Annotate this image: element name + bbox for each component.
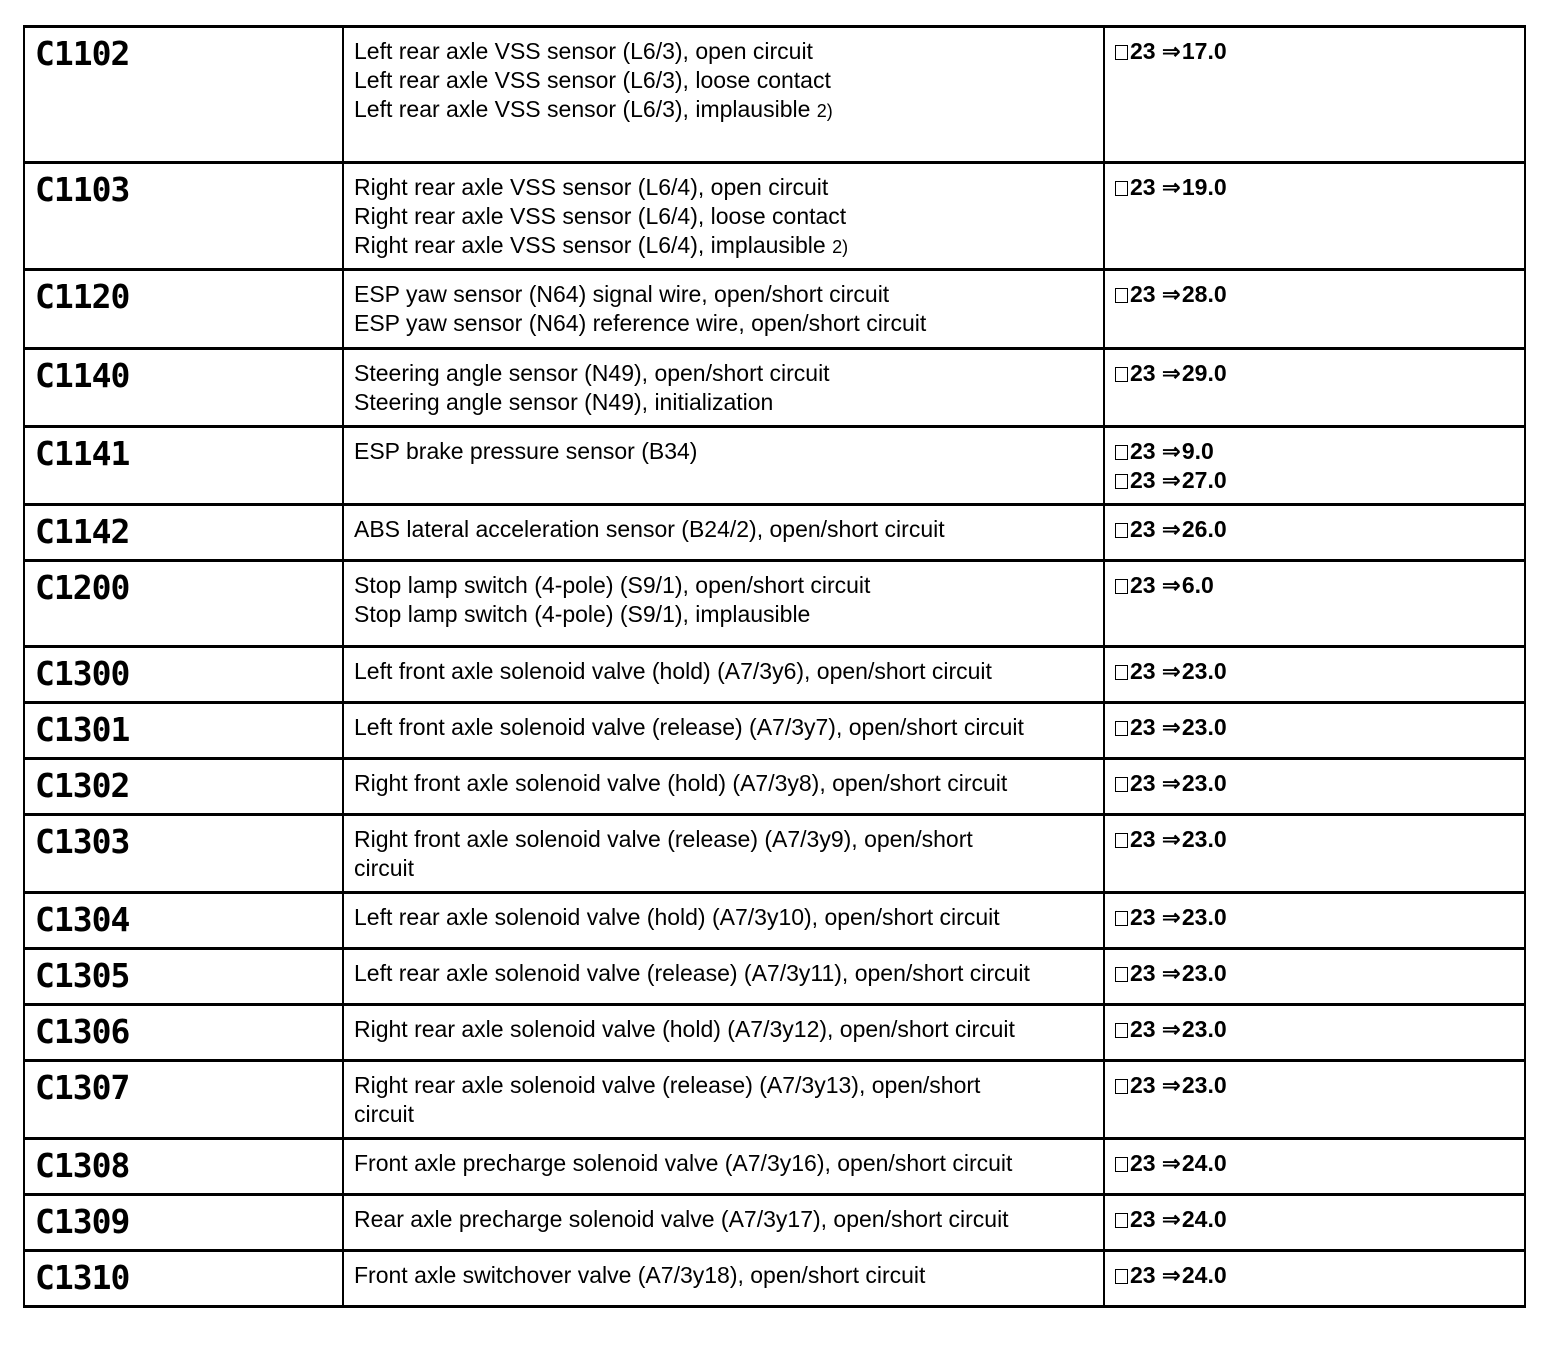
- table-row: [24, 949, 1525, 1005]
- description-line: [354, 657, 1095, 686]
- fault-code-table-body: [24, 27, 1525, 1307]
- description-line: [354, 1261, 1095, 1290]
- reference-number: 23: [1130, 572, 1156, 598]
- right-arrow-icon: ⇒: [1161, 1262, 1181, 1288]
- description-text: Right rear axle solenoid valve (hold) (A7/3y12), open/short circuit: [354, 1016, 1015, 1042]
- fault-description: [343, 647, 1104, 703]
- test-step-reference: [1104, 349, 1525, 427]
- checkbox-square-icon: [1115, 474, 1128, 489]
- checkbox-square-icon: [1115, 367, 1128, 382]
- description-line: [354, 66, 1095, 95]
- fault-description: [343, 703, 1104, 759]
- fault-description: [343, 893, 1104, 949]
- fault-code: C1308: [24, 1139, 343, 1195]
- test-step-reference: [1104, 815, 1525, 893]
- reference-line: [1115, 37, 1516, 66]
- footnote-marker: 2): [816, 101, 833, 121]
- description-line: [354, 1149, 1095, 1178]
- reference-number: 23: [1130, 1072, 1156, 1098]
- reference-number: 23: [1130, 826, 1156, 852]
- right-arrow-icon: ⇒: [1161, 1206, 1181, 1232]
- description-text: ABS lateral acceleration sensor (B24/2), open/short circuit: [354, 516, 945, 542]
- table-row: [24, 893, 1525, 949]
- checkbox-square-icon: [1115, 1023, 1128, 1038]
- fault-description: [343, 270, 1104, 349]
- table-row: [24, 647, 1525, 703]
- description-text: Left rear axle solenoid valve (release) (A7/3y11), open/short circuit: [354, 960, 1030, 986]
- fault-description: [343, 759, 1104, 815]
- fault-code: C1309: [24, 1195, 343, 1251]
- description-line: [354, 388, 1095, 417]
- table-row: [24, 505, 1525, 561]
- checkbox-square-icon: [1115, 967, 1128, 982]
- reference-line: [1115, 515, 1516, 544]
- description-line: [354, 1071, 1095, 1100]
- description-line: [354, 231, 1095, 262]
- fault-description: [343, 1195, 1104, 1251]
- test-step-reference: [1104, 163, 1525, 270]
- fault-description: [343, 27, 1104, 163]
- reference-number: 23: [1130, 770, 1156, 796]
- test-step-reference: [1104, 703, 1525, 759]
- reference-step: 23.0: [1181, 826, 1227, 852]
- reference-line: [1115, 1015, 1516, 1044]
- reference-step: 23.0: [1181, 1016, 1227, 1042]
- checkbox-square-icon: [1115, 1079, 1128, 1094]
- test-step-reference: [1104, 270, 1525, 349]
- description-text: Right rear axle VSS sensor (L6/4), open circuit: [354, 174, 829, 200]
- reference-step: 23.0: [1181, 904, 1227, 930]
- reference-step: 19.0: [1181, 174, 1227, 200]
- test-step-reference: [1104, 1061, 1525, 1139]
- description-line: [354, 713, 1095, 742]
- reference-step: 27.0: [1181, 467, 1227, 493]
- reference-number: 23: [1130, 1206, 1156, 1232]
- description-text: circuit: [354, 855, 415, 881]
- checkbox-square-icon: [1115, 579, 1128, 594]
- right-arrow-icon: ⇒: [1161, 826, 1181, 852]
- fault-code: C1301: [24, 703, 343, 759]
- description-line: [354, 903, 1095, 932]
- fault-code: C1200: [24, 561, 343, 647]
- fault-description: [343, 349, 1104, 427]
- right-arrow-icon: ⇒: [1161, 467, 1181, 493]
- test-step-reference: [1104, 1005, 1525, 1061]
- right-arrow-icon: ⇒: [1161, 714, 1181, 740]
- table-row: [24, 270, 1525, 349]
- description-text: Steering angle sensor (N49), initialization: [354, 389, 774, 415]
- reference-step: 23.0: [1181, 1072, 1227, 1098]
- reference-line: [1115, 280, 1516, 309]
- right-arrow-icon: ⇒: [1161, 1016, 1181, 1042]
- checkbox-square-icon: [1115, 1269, 1128, 1284]
- description-text: Front axle switchover valve (A7/3y18), open/short circuit: [354, 1262, 926, 1288]
- reference-number: 23: [1130, 1262, 1156, 1288]
- reference-number: 23: [1130, 904, 1156, 930]
- right-arrow-icon: ⇒: [1161, 438, 1181, 464]
- fault-code: C1103: [24, 163, 343, 270]
- fault-code: C1305: [24, 949, 343, 1005]
- test-step-reference: [1104, 1139, 1525, 1195]
- table-row: [24, 1251, 1525, 1307]
- checkbox-square-icon: [1115, 1157, 1128, 1172]
- checkbox-square-icon: [1115, 45, 1128, 60]
- fault-description: [343, 505, 1104, 561]
- reference-line: [1115, 173, 1516, 202]
- right-arrow-icon: ⇒: [1161, 516, 1181, 542]
- right-arrow-icon: ⇒: [1161, 770, 1181, 796]
- right-arrow-icon: ⇒: [1161, 904, 1181, 930]
- description-text: ESP yaw sensor (N64) signal wire, open/short circuit: [354, 281, 890, 307]
- right-arrow-icon: ⇒: [1161, 360, 1181, 386]
- description-text: Right front axle solenoid valve (release) (A7/3y9), open/short: [354, 826, 973, 852]
- fault-code: C1302: [24, 759, 343, 815]
- checkbox-square-icon: [1115, 181, 1128, 196]
- description-text: Right front axle solenoid valve (hold) (A7/3y8), open/short circuit: [354, 770, 1008, 796]
- description-line: [354, 37, 1095, 66]
- checkbox-square-icon: [1115, 445, 1128, 460]
- description-line: [354, 359, 1095, 388]
- reference-number: 23: [1130, 38, 1156, 64]
- table-row: [24, 349, 1525, 427]
- test-step-reference: [1104, 27, 1525, 163]
- description-line: [354, 769, 1095, 798]
- right-arrow-icon: ⇒: [1161, 1072, 1181, 1098]
- fault-description: [343, 561, 1104, 647]
- description-text: Left rear axle VSS sensor (L6/3), open circuit: [354, 38, 813, 64]
- description-line: [354, 1205, 1095, 1234]
- reference-line: [1115, 359, 1516, 388]
- table-row: [24, 427, 1525, 505]
- reference-number: 23: [1130, 714, 1156, 740]
- checkbox-square-icon: [1115, 777, 1128, 792]
- test-step-reference: [1104, 1195, 1525, 1251]
- description-line: [354, 95, 1095, 126]
- table-row: [24, 759, 1525, 815]
- fault-code: C1306: [24, 1005, 343, 1061]
- reference-number: 23: [1130, 658, 1156, 684]
- reference-line: [1115, 1205, 1516, 1234]
- reference-line: [1115, 959, 1516, 988]
- test-step-reference: [1104, 949, 1525, 1005]
- reference-line: [1115, 1071, 1516, 1100]
- description-text: Stop lamp switch (4-pole) (S9/1), open/short circuit: [354, 572, 871, 598]
- table-row: [24, 561, 1525, 647]
- right-arrow-icon: ⇒: [1161, 572, 1181, 598]
- description-line: [354, 959, 1095, 988]
- reference-number: 23: [1130, 467, 1156, 493]
- fault-code-table: [23, 25, 1526, 1308]
- reference-number: 23: [1130, 1016, 1156, 1042]
- reference-step: 17.0: [1181, 38, 1227, 64]
- fault-code: C1303: [24, 815, 343, 893]
- description-line: [354, 571, 1095, 600]
- description-text: Left front axle solenoid valve (release) (A7/3y7), open/short circuit: [354, 714, 1024, 740]
- right-arrow-icon: ⇒: [1161, 38, 1181, 64]
- fault-description: [343, 1061, 1104, 1139]
- right-arrow-icon: ⇒: [1161, 174, 1181, 200]
- reference-number: 23: [1130, 174, 1156, 200]
- reference-step: 9.0: [1181, 438, 1214, 464]
- table-row: [24, 703, 1525, 759]
- fault-description: [343, 1251, 1104, 1307]
- fault-code: C1140: [24, 349, 343, 427]
- reference-step: 23.0: [1181, 658, 1227, 684]
- fault-code: C1304: [24, 893, 343, 949]
- table-row: [24, 1061, 1525, 1139]
- reference-step: 29.0: [1181, 360, 1227, 386]
- description-text: Front axle precharge solenoid valve (A7/3y16), open/short circuit: [354, 1150, 1013, 1176]
- reference-step: 6.0: [1181, 572, 1214, 598]
- fault-description: [343, 815, 1104, 893]
- checkbox-square-icon: [1115, 523, 1128, 538]
- test-step-reference: [1104, 561, 1525, 647]
- fault-code: C1120: [24, 270, 343, 349]
- right-arrow-icon: ⇒: [1161, 658, 1181, 684]
- description-line: [354, 173, 1095, 202]
- reference-line: [1115, 903, 1516, 932]
- fault-code: C1300: [24, 647, 343, 703]
- fault-description: [343, 427, 1104, 505]
- description-line: [354, 1100, 1095, 1129]
- description-line: [354, 854, 1095, 883]
- description-text: ESP yaw sensor (N64) reference wire, open/short circuit: [354, 310, 927, 336]
- table-row: [24, 163, 1525, 270]
- reference-line: [1115, 713, 1516, 742]
- table-row: [24, 1139, 1525, 1195]
- fault-description: [343, 949, 1104, 1005]
- table-row: [24, 1005, 1525, 1061]
- reference-step: 24.0: [1181, 1206, 1227, 1232]
- checkbox-square-icon: [1115, 833, 1128, 848]
- checkbox-square-icon: [1115, 721, 1128, 736]
- table-row: [24, 27, 1525, 163]
- description-line: [354, 437, 1095, 466]
- reference-step: 24.0: [1181, 1262, 1227, 1288]
- reference-step: 28.0: [1181, 281, 1227, 307]
- reference-line: [1115, 657, 1516, 686]
- checkbox-square-icon: [1115, 911, 1128, 926]
- description-text: Right rear axle solenoid valve (release) (A7/3y13), open/short: [354, 1072, 981, 1098]
- description-line: [354, 515, 1095, 544]
- description-text: Right rear axle VSS sensor (L6/4), implausible: [354, 232, 826, 258]
- checkbox-square-icon: [1115, 288, 1128, 303]
- right-arrow-icon: ⇒: [1161, 960, 1181, 986]
- description-text: Right rear axle VSS sensor (L6/4), loose contact: [354, 203, 847, 229]
- checkbox-square-icon: [1115, 1213, 1128, 1228]
- right-arrow-icon: ⇒: [1161, 281, 1181, 307]
- reference-line: [1115, 1261, 1516, 1290]
- fault-code: C1310: [24, 1251, 343, 1307]
- right-arrow-icon: ⇒: [1161, 1150, 1181, 1176]
- test-step-reference: [1104, 759, 1525, 815]
- description-text: Stop lamp switch (4-pole) (S9/1), implausible: [354, 601, 811, 627]
- reference-line: [1115, 1149, 1516, 1178]
- fault-code: C1142: [24, 505, 343, 561]
- description-line: [354, 309, 1095, 338]
- test-step-reference: [1104, 893, 1525, 949]
- test-step-reference: [1104, 427, 1525, 505]
- description-line: [354, 600, 1095, 629]
- description-line: [354, 825, 1095, 854]
- reference-line: [1115, 825, 1516, 854]
- reference-step: 24.0: [1181, 1150, 1227, 1176]
- fault-code: C1307: [24, 1061, 343, 1139]
- description-text: ESP brake pressure sensor (B34): [354, 438, 698, 464]
- reference-line: [1115, 571, 1516, 600]
- description-text: Left rear axle solenoid valve (hold) (A7/3y10), open/short circuit: [354, 904, 1000, 930]
- test-step-reference: [1104, 1251, 1525, 1307]
- reference-step: 23.0: [1181, 960, 1227, 986]
- reference-step: 26.0: [1181, 516, 1227, 542]
- table-row: [24, 1195, 1525, 1251]
- fault-description: [343, 163, 1104, 270]
- reference-number: 23: [1130, 1150, 1156, 1176]
- reference-number: 23: [1130, 960, 1156, 986]
- fault-code: C1102: [24, 27, 343, 163]
- description-text: circuit: [354, 1101, 415, 1127]
- reference-number: 23: [1130, 360, 1156, 386]
- reference-line: [1115, 466, 1516, 495]
- reference-number: 23: [1130, 516, 1156, 542]
- description-line: [354, 1015, 1095, 1044]
- footnote-marker: 2): [832, 237, 849, 257]
- checkbox-square-icon: [1115, 665, 1128, 680]
- reference-number: 23: [1130, 281, 1156, 307]
- description-text: Left front axle solenoid valve (hold) (A7/3y6), open/short circuit: [354, 658, 992, 684]
- reference-number: 23: [1130, 438, 1156, 464]
- test-step-reference: [1104, 647, 1525, 703]
- fault-description: [343, 1005, 1104, 1061]
- test-step-reference: [1104, 505, 1525, 561]
- description-text: Left rear axle VSS sensor (L6/3), loose contact: [354, 67, 831, 93]
- reference-step: 23.0: [1181, 770, 1227, 796]
- fault-description: [343, 1139, 1104, 1195]
- description-line: [354, 280, 1095, 309]
- reference-line: [1115, 437, 1516, 466]
- description-text: Left rear axle VSS sensor (L6/3), implausible: [354, 96, 811, 122]
- reference-line: [1115, 769, 1516, 798]
- description-line: [354, 202, 1095, 231]
- reference-step: 23.0: [1181, 714, 1227, 740]
- fault-code: C1141: [24, 427, 343, 505]
- description-text: Rear axle precharge solenoid valve (A7/3y17), open/short circuit: [354, 1206, 1009, 1232]
- table-row: [24, 815, 1525, 893]
- description-text: Steering angle sensor (N49), open/short circuit: [354, 360, 830, 386]
